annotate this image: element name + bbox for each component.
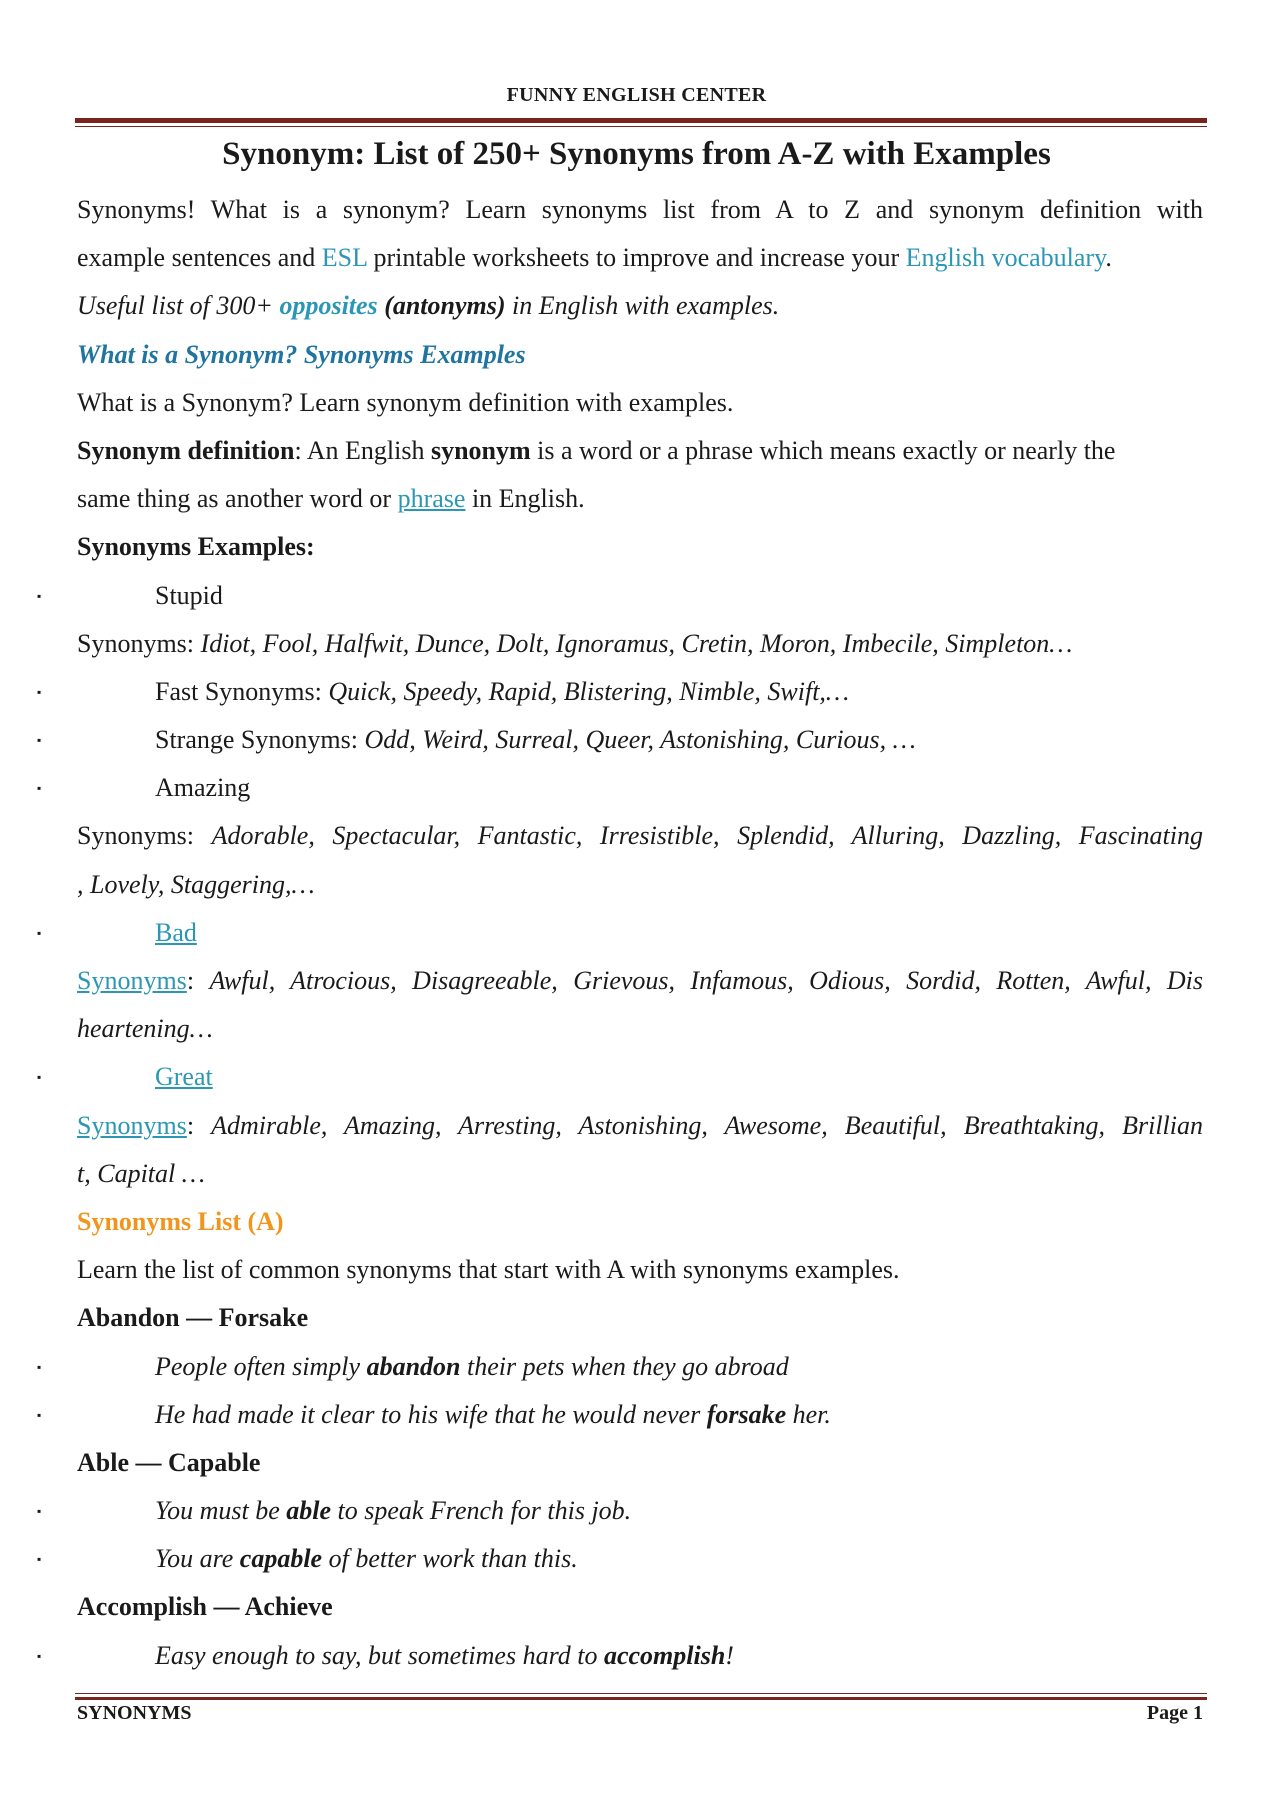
page-header: FUNNY ENGLISH CENTER <box>506 84 767 106</box>
header-rule <box>75 118 1207 123</box>
page-number: Page 1 <box>1146 1702 1203 1724</box>
synonyms-list-a-heading: Synonyms List (A) <box>77 1206 284 1236</box>
header-rule-thin <box>75 126 1207 127</box>
bullet-icon: ▪ <box>37 1648 42 1663</box>
example-bad <box>37 909 1203 957</box>
footer-rule-thin <box>75 1693 1207 1694</box>
bullet-icon: ▪ <box>37 1407 42 1422</box>
pair-abandon-forsake: Abandon –– Forsake <box>77 1303 309 1333</box>
document-body <box>37 186 1204 1680</box>
sentence-accomplish: ▪ Easy enough to say, but sometimes hard to accomplish! <box>77 1632 1203 1680</box>
sentence-capable: ▪ You are capable of better work than this. <box>77 1535 1203 1583</box>
footer-left: SYNONYMS <box>77 1702 192 1724</box>
page-title: Synonym: List of 250+ Synonyms from A-Z with Examples <box>222 136 1051 172</box>
opposites-link[interactable]: opposites <box>279 291 378 321</box>
english-vocabulary-link[interactable]: English vocabulary <box>905 243 1106 273</box>
synonyms-list-a-intro: Learn the list of common synonyms that start with A with synonyms examples. <box>77 1255 900 1285</box>
bullet-icon: ▪ <box>37 733 42 748</box>
bullet-icon: ▪ <box>37 925 42 940</box>
example-great-synonyms-2: t, Capital … <box>77 1158 205 1188</box>
bullet-icon: ▪ <box>37 1504 42 1519</box>
intro-line-3: Useful list of 300+ opposites (antonyms) in English with examples. <box>77 291 780 321</box>
phrase-link[interactable]: phrase <box>397 484 466 514</box>
esl-link[interactable]: ESL <box>321 243 367 273</box>
bullet-icon: ▪ <box>37 1552 42 1567</box>
bullet-icon: ▪ <box>37 781 42 796</box>
bullet-icon: ▪ <box>37 588 42 603</box>
bullet-icon: ▪ <box>37 1359 42 1374</box>
example-bad-synonyms-2: heartening… <box>77 1014 213 1044</box>
example-stupid: ▪ Stupid <box>77 572 1203 620</box>
intro-line-2: example sentences and ESL printable worksheets to improve and increase your English vocabulary. <box>77 243 1112 273</box>
intro-line-1: Synonyms! What is a synonym? Learn synonyms list from A to Z and synonym definition with <box>77 195 1203 224</box>
example-stupid-synonyms: Synonyms: Idiot, Fool, Halfwit, Dunce, Dolt, Ignoramus, Cretin, Moron, Imbecile, Simpleton… <box>77 628 1073 658</box>
definition-line-2: same thing as another word or phrase in English. <box>77 484 585 514</box>
sentence-able: ▪ You must be able to speak French for this job. <box>77 1487 1203 1535</box>
pair-accomplish-achieve: Accomplish –– Achieve <box>77 1592 333 1622</box>
example-great <box>37 1053 1203 1101</box>
sentence-forsake: ▪ He had made it clear to his wife that he would never forsake her. <box>77 1391 1203 1439</box>
example-great-synonyms-1: Synonyms: Admirable, Amazing, Arresting, Astonishing, Awesome, Beautiful, Breathtaking, Brillian <box>77 1110 1203 1140</box>
example-amazing-synonyms-2: , Lovely, Staggering,… <box>77 869 315 899</box>
page-footer <box>77 1700 1203 1726</box>
great-link[interactable]: Great <box>155 1062 213 1092</box>
example-amazing: ▪ Amazing <box>77 764 1203 812</box>
bullet-icon: ▪ <box>37 1070 42 1085</box>
what-is-synonym-text: What is a Synonym? Learn synonym definition with examples. <box>77 387 734 417</box>
sentence-abandon: ▪ People often simply abandon their pets when they go abroad <box>77 1343 1203 1391</box>
what-is-synonym-heading: What is a Synonym? Synonyms Examples <box>77 339 526 369</box>
synonyms-link-great[interactable]: Synonyms <box>77 1110 187 1140</box>
definition-line-1: Synonym definition: An English synonym is a word or a phrase which means exactly or nearly the <box>77 435 1116 465</box>
examples-heading: Synonyms Examples: <box>77 532 315 562</box>
bad-link[interactable]: Bad <box>155 917 197 947</box>
synonyms-link-bad[interactable]: Synonyms <box>77 966 187 995</box>
example-bad-synonyms-1: Synonyms: Awful, Atrocious, Disagreeable, Grievous, Infamous, Odious, Sordid, Rotten, Awful, Dis <box>77 966 1203 995</box>
example-fast: ▪ Fast Synonyms: Quick, Speedy, Rapid, Blistering, Nimble, Swift,… <box>77 668 1203 716</box>
bullet-icon: ▪ <box>37 684 42 699</box>
pair-able-capable: Able –– Capable <box>77 1447 261 1477</box>
example-amazing-synonyms-1: Synonyms: Adorable, Spectacular, Fantastic, Irresistible, Splendid, Alluring, Dazzling, Fascinating <box>77 821 1204 851</box>
example-strange: ▪ Strange Synonyms: Odd, Weird, Surreal, Queer, Astonishing, Curious, … <box>77 716 1203 764</box>
